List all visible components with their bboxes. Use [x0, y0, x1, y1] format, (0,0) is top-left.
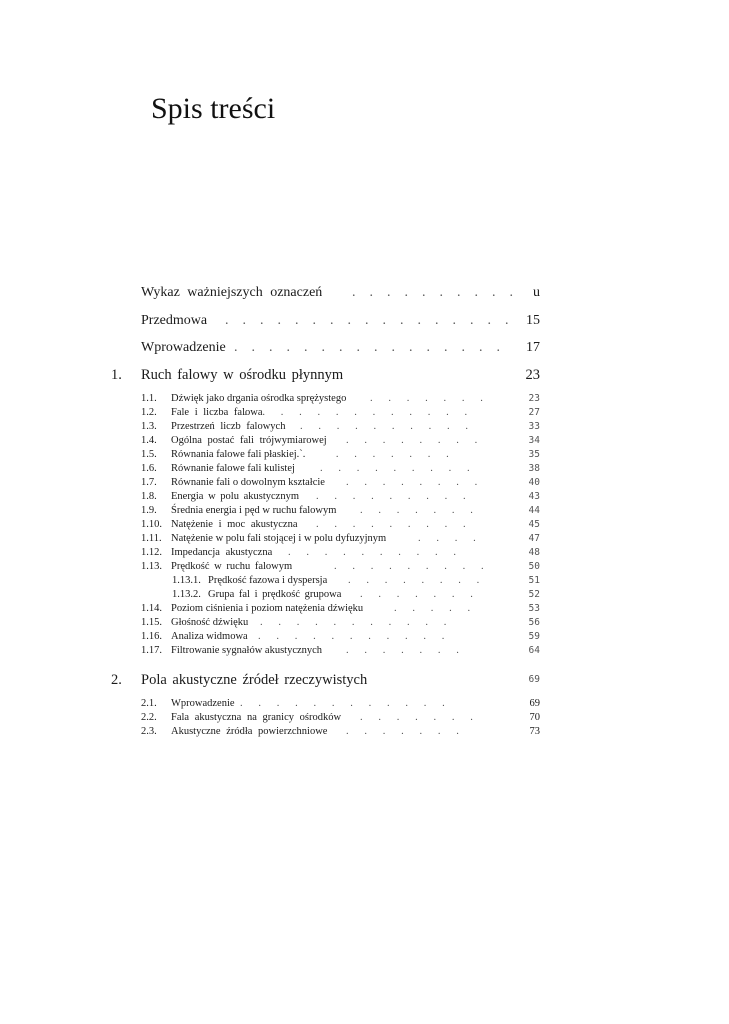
toc-section-entry[interactable]: [0, 725, 729, 739]
section-page: 27: [528, 407, 540, 418]
dot-leader: . . . .: [418, 533, 476, 544]
dot-leader: . . . . . . .: [360, 589, 473, 600]
dot-leader: . . . . . . . . . . .: [258, 631, 445, 642]
toc-section-entry[interactable]: [0, 644, 729, 658]
toc-chapter-entry[interactable]: [0, 366, 729, 384]
section-title: Analiza widmowa: [171, 631, 248, 642]
toc-section-entry[interactable]: [0, 546, 729, 560]
chapter-title: Pola akustyczne źródeł rzeczywistych: [141, 672, 368, 688]
toc-section-entry[interactable]: [0, 588, 729, 602]
dot-leader: . . . . . . . . . .: [300, 421, 468, 432]
section-page: 35: [528, 449, 540, 460]
section-page: 70: [529, 712, 540, 723]
section-title: Przestrzeń liczb falowych: [171, 421, 286, 432]
section-number: 1.3.: [141, 421, 157, 432]
dot-leader: . . . . . . . . . .: [288, 547, 456, 558]
chapter-title: Ruch falowy w ośrodku płynnym: [141, 367, 344, 383]
dot-leader: . . . . . . .: [346, 645, 459, 656]
section-title: Natężenie i moc akustyczna: [171, 519, 298, 530]
section-title: Filtrowanie sygnałów akustycznych: [171, 645, 323, 656]
section-number: 2.3.: [141, 726, 157, 737]
toc-entry-title: Wykaz ważniejszych oznaczeń: [141, 285, 323, 300]
section-number: 1.15.: [141, 617, 162, 628]
chapter-number: 2.: [111, 672, 122, 688]
toc-chapter-entry[interactable]: [0, 671, 729, 689]
toc-section-entry[interactable]: [0, 532, 729, 546]
section-title: Energia w polu akustycznym: [171, 491, 299, 502]
section-number: 1.16.: [141, 631, 162, 642]
section-number: 1.7.: [141, 477, 157, 488]
section-page: 40: [528, 477, 540, 488]
toc-section-entry[interactable]: [0, 420, 729, 434]
page-title: Spis treści: [151, 92, 276, 125]
section-page: 38: [528, 463, 540, 474]
toc-entry-title: Wprowadzenie: [141, 340, 226, 355]
toc-section-entry[interactable]: [0, 448, 729, 462]
section-number: 1.12.: [141, 547, 162, 558]
dot-leader: . . . . . . . . .: [320, 463, 470, 474]
toc-section-entry[interactable]: [0, 406, 729, 420]
dot-leader: . . . . . . . . .: [316, 491, 466, 502]
section-page: 33: [528, 421, 540, 432]
section-number: 1.5.: [141, 449, 157, 460]
toc-section-entry[interactable]: [0, 504, 729, 518]
dot-leader: . . . . . . . . .: [334, 561, 484, 572]
section-title: Poziom ciśnienia i poziom natężenia dźwięku: [171, 603, 364, 614]
section-number: 1.2.: [141, 407, 157, 418]
section-title: Ogólna postać fali trójwymiarowej: [171, 435, 327, 446]
toc-section-entry[interactable]: [0, 476, 729, 490]
section-title: Równanie falowe fali kulistej: [171, 463, 295, 474]
section-title: Głośność dźwięku: [171, 617, 249, 628]
section-number: 1.14.: [141, 603, 162, 614]
section-page: 51: [528, 575, 540, 586]
section-number: 1.17.: [141, 645, 162, 656]
dot-leader: . . . . . . .: [360, 505, 473, 516]
dot-leader: . . . . . . .: [346, 726, 459, 737]
section-title: Wprowadzenie: [171, 698, 235, 709]
dot-leader: . . . . . . .: [328, 449, 449, 460]
toc-section-entry[interactable]: [0, 602, 729, 616]
section-title: Fala akustyczna na granicy ośrodków: [171, 712, 342, 723]
section-page: 64: [528, 645, 540, 656]
toc-entry-title: Przedmowa: [141, 313, 208, 328]
section-title: Impedancja akustyczna: [171, 547, 273, 558]
toc-section-entry[interactable]: [0, 518, 729, 532]
section-page: 43: [528, 491, 540, 502]
section-page: 34: [528, 435, 540, 446]
dot-leader: . . . . . . . . . . . . . . . . .: [225, 313, 509, 328]
dot-leader: . . . . . . . .: [348, 575, 480, 586]
toc-section-entry[interactable]: [0, 574, 729, 588]
toc-section-entry[interactable]: [0, 462, 729, 476]
chapter-page: 23: [525, 367, 540, 383]
section-page: 47: [528, 533, 540, 544]
toc-section-entry[interactable]: [0, 697, 729, 711]
section-number: 1.11.: [141, 533, 162, 544]
toc-front-entry[interactable]: [0, 339, 729, 357]
dot-leader: . . . . . . . . . . . . . . . .: [234, 340, 500, 355]
dot-leader: . . . . . . . .: [346, 435, 478, 446]
chapter-page: 69: [528, 674, 540, 685]
section-number: 2.2.: [141, 712, 157, 723]
section-number: 2.1.: [141, 698, 157, 709]
dot-leader: . . . . . . . . .: [316, 519, 466, 530]
section-page: 48: [528, 547, 540, 558]
section-title: Prędkość w ruchu falowym: [171, 561, 293, 572]
dot-leader: . . . . . . . . . . . . .: [244, 407, 468, 418]
toc-section-entry[interactable]: [0, 560, 729, 574]
section-title: Grupa fal i prędkość grupowa: [208, 589, 342, 600]
section-title: Natężenie w polu fali stojącej i w polu dyfuzyjnym: [171, 533, 387, 544]
dot-leader: . . . . . . .: [360, 712, 473, 723]
section-page: 50: [528, 561, 540, 572]
section-number: 1.13.1.: [172, 575, 201, 586]
toc-front-entry[interactable]: [0, 284, 729, 302]
section-title: Równanie fali o dowolnym kształcie: [171, 477, 325, 488]
section-title: Dźwięk jako drgania ośrodka sprężystego: [171, 393, 347, 404]
toc-section-entry[interactable]: [0, 630, 729, 644]
section-title: Akustyczne źródła powierzchniowe: [171, 726, 328, 737]
section-title: Prędkość fazowa i dyspersja: [208, 575, 328, 586]
toc-front-entry[interactable]: [0, 312, 729, 330]
section-page: 73: [529, 726, 540, 737]
section-page: 59: [528, 631, 540, 642]
section-number: 1.8.: [141, 491, 157, 502]
toc-section-entry[interactable]: [0, 434, 729, 448]
section-page: 53: [528, 603, 540, 614]
section-number: 1.13.: [141, 561, 162, 572]
section-number: 1.4.: [141, 435, 157, 446]
section-page: 23: [528, 393, 540, 404]
toc-section-entry[interactable]: [0, 616, 729, 630]
toc-section-entry[interactable]: [0, 392, 729, 406]
section-page: 56: [528, 617, 540, 628]
section-title: Równania falowe fali płaskiej.`.: [171, 449, 306, 460]
toc-entry-page: 17: [526, 340, 540, 355]
toc-entry-page: u: [533, 285, 540, 300]
dot-leader: . . . . . . . .: [346, 477, 478, 488]
chapter-number: 1.: [111, 367, 122, 383]
toc-section-entry[interactable]: [0, 490, 729, 504]
section-number: 1.13.2.: [172, 589, 201, 600]
section-title: Średnia energia i pęd w ruchu falowym: [171, 505, 337, 516]
section-number: 1.1.: [141, 393, 157, 404]
dot-leader: . . . . .: [394, 603, 471, 614]
dot-leader: . . . . . . . . . . .: [260, 617, 447, 628]
section-number: 1.9.: [141, 505, 157, 516]
section-page: 44: [528, 505, 540, 516]
section-page: 45: [528, 519, 540, 530]
section-number: 1.10.: [141, 519, 162, 530]
section-title: Fale i liczba falowa: [171, 407, 263, 418]
section-number: 1.6.: [141, 463, 157, 474]
section-page: 52: [528, 589, 540, 600]
dot-leader: . . . . . . . . . .: [352, 285, 513, 300]
toc-section-entry[interactable]: [0, 711, 729, 725]
section-page: 69: [529, 698, 540, 709]
dot-leader: . . . . . . .: [370, 393, 483, 404]
dot-leader: . . . . . . . . . . . .: [240, 698, 445, 709]
toc-entry-page: 15: [526, 313, 540, 328]
